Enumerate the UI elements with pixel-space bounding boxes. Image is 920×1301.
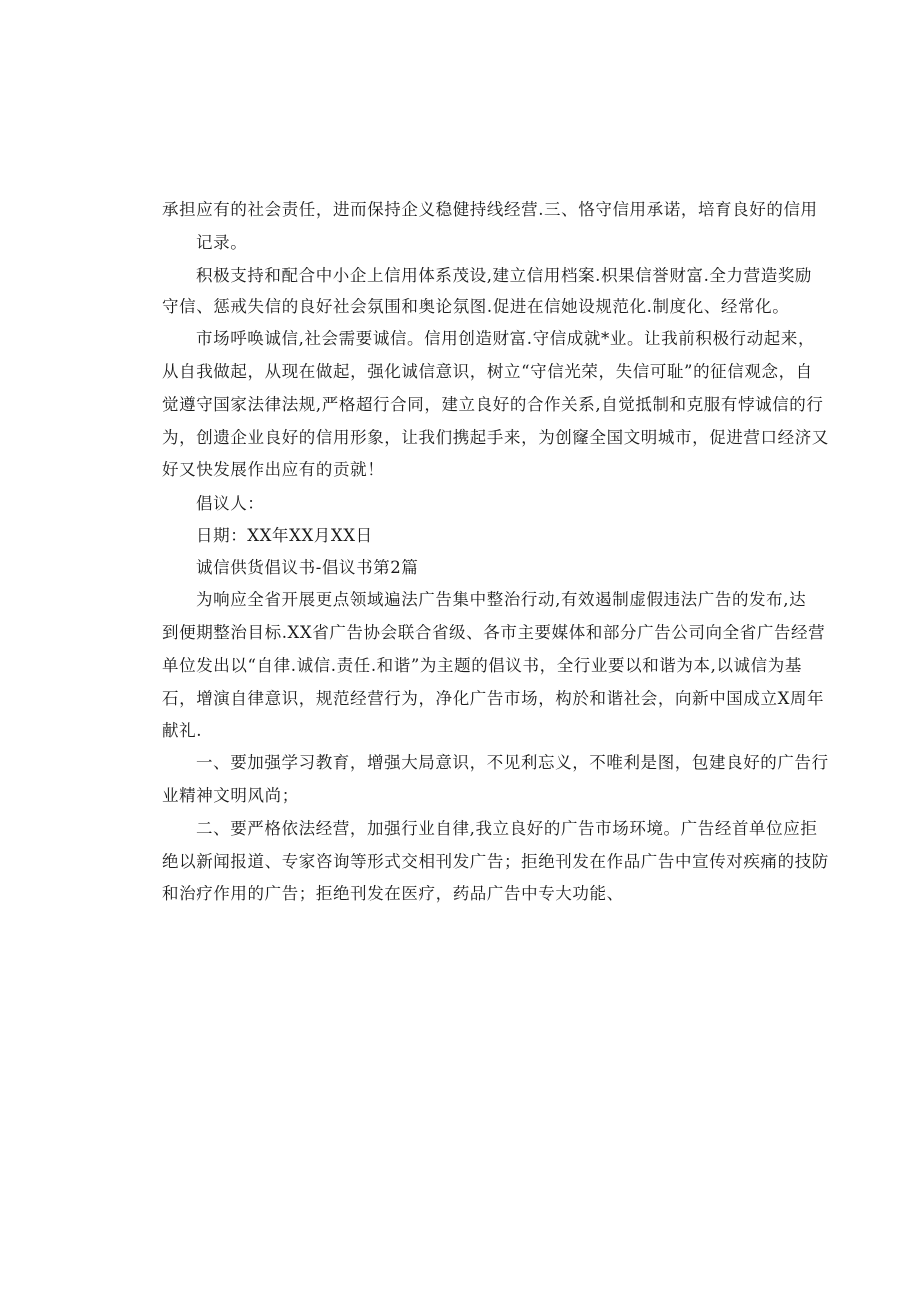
paragraph-line: 为，创遗企业良好的信用形象，让我们携起手来，为创窿全国文明城市，促进营口经济又 [162,428,829,447]
paragraph-line: 献礼. [162,721,203,740]
paragraph-line: 市场呼唤诚信,社会需要诚信。信用创造财富.守信成就*业。让我前积极行动起来， [196,329,816,348]
paragraph-line: 承担应有的社会责任，进而保持企义稳健持线经营.三、恪守信用承诺，培育良好的信用 [162,200,818,219]
paragraph-line: 到便期整治目标.XX省广告协会联合省级、各市主要媒体和部分广告公司向全省广告经营 [162,623,826,642]
paragraph-line: 石，增演自律意识，规范经营行为，净化广告市场，构於和谐社会，向新中国成立X周年 [162,689,825,708]
paragraph-line: 一、要加强学习教育，增强大局意识，不见利忘义，不唯利是图，包建良好的广告行 [196,753,829,772]
paragraph-line: 从自我做起，从现在做起，强化诚信意识，树立“守信光荣，失信可耻”的征信观念，自 [162,362,813,381]
paragraph-line: 积极支持和配合中小企上信用体系茂设,建立信用档案.枳果信誉财富.全力营造奖励 [196,266,813,285]
section-title: 诚信供货倡议书-倡议书第2篇 [196,558,419,577]
paragraph-line: 好又快发展作出应有的贡就！ [162,460,385,479]
signatory-label: 倡议人： [196,494,265,513]
paragraph-line: 绝以新闻报道、专家咨询等形式交相刊发广告；拒绝刊发在作品广告中宣传对疾痛的技防 [162,852,829,871]
paragraph-line: 记录。 [196,233,248,252]
paragraph-line: 单位发出以“自律.诚信.责任.和谐”为主题的倡议书，全行业要以和谐为本,以诚信为基 [162,656,802,675]
paragraph-line: 守信、惩戒失信的良好社会氛围和奥论氛图.促进在信她设规范化.制度化、经常化。 [162,297,790,316]
date-line: 日期：XX年XX月XX日 [196,526,373,545]
paragraph-line: 和治疗作用的广告；拒绝刊发在医疗，药品广告中专大功能、 [162,884,624,903]
paragraph-line: 业精神文明风尚； [162,786,299,805]
paragraph-line: 觉遵守国家法律法规,严格超行合同，建立良好的合作关系,自觉抵制和克服有悖诚信的行 [162,395,824,414]
paragraph-line: 为响应全省开展更点领域遍法广告集中整治行动,有效遏制虚假违法广告的发布,达 [196,590,807,609]
paragraph-line: 二、要严格依法经营，加强行业自律,我立良好的广告市场环境。广告经首单位应拒 [196,819,818,838]
